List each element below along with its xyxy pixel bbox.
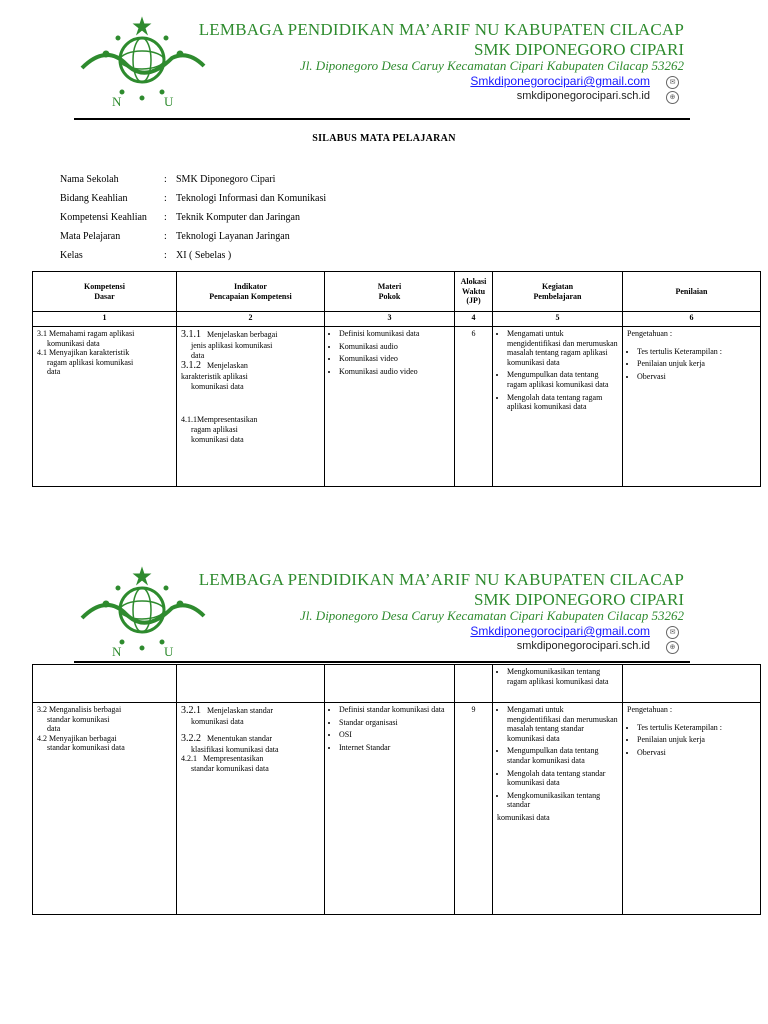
email-link[interactable]: Smkdiponegorocipari@gmail.com <box>470 74 650 88</box>
nu-letter-u: U <box>164 94 174 109</box>
materi-cell: • Definisi standar komunikasi data • Standar organisasi • OSI • Internet Standar <box>325 703 455 915</box>
header-indikator: Indikator Pencapaian Kompetensi <box>177 272 325 312</box>
website-link[interactable]: smkdiponegorocipari.sch.id <box>516 90 650 102</box>
kd-cell: 3.2 Menganalisis berbagai standar komunikasi data 4.2 Menyajikan berbagai standar komunikasi data <box>33 703 177 915</box>
website-link[interactable]: smkdiponegorocipari.sch.id <box>516 640 650 652</box>
table-number-row: 1 2 3 4 5 6 <box>33 312 761 327</box>
syllabus-table <box>32 271 761 487</box>
globe-icon: ⊕ <box>666 91 679 104</box>
info-value: Teknologi Informasi dan Komunikasi <box>176 193 327 204</box>
materi-cell: • Definisi komunikasi data • Komunikasi audio • Komunikasi video • Komunikasi audio video <box>325 327 455 487</box>
school-name: SMK DIPONEGORO CIPARI <box>473 40 684 59</box>
info-value: Teknik Komputer dan Jaringan <box>176 212 300 223</box>
header-divider <box>74 661 690 663</box>
school-address: Jl. Diponegoro Desa Caruy Kecamatan Cipari Kabupaten Cilacap 53262 <box>299 608 684 623</box>
nu-logo-icon <box>76 14 208 112</box>
info-value: XI ( Sebelas ) <box>176 250 232 261</box>
info-label: Kompetensi Keahlian <box>60 212 147 223</box>
info-label: Nama Sekolah <box>60 174 119 185</box>
table-row <box>33 665 761 703</box>
header-waktu: Alokasi Waktu (JP) <box>455 272 493 312</box>
kegiatan-cell: • Mengamati untuk mengidentifikasi dan merumuskan masalah tentang standar komunikasi data • Mengumpulkan data tentang standar komunikasi data • Mengolah data tentang standar komunikasi data • Mengkomunikasikan tentang standar komunikasi data <box>493 703 623 915</box>
nu-logo-icon <box>76 564 208 662</box>
email-icon: ✉ <box>666 76 679 89</box>
header-materi: Materi Pokok <box>325 272 455 312</box>
table-row <box>33 327 761 487</box>
nu-letter-u: U <box>164 644 174 659</box>
school-name: SMK DIPONEGORO CIPARI <box>473 590 684 609</box>
identity-block: Nama Sekolah : SMK Diponegoro Cipari Bidang Keahlian : Teknologi Informasi dan Komunikasi Kompetensi Keahlian : Teknik Komputer dan Jaringan Mata Pelajaran : Teknologi Layanan Jaringan Kelas : XI ( Sebelas ) <box>60 174 326 269</box>
table-row <box>33 703 761 915</box>
nu-letter-n: N <box>112 94 122 109</box>
penilaian-cell: Pengetahuan : • Tes tertulis Keterampilan : • Penilaian unjuk kerja • Obervasi <box>623 327 761 487</box>
table-header-row <box>33 272 761 312</box>
header-penilaian: Penilaian <box>623 272 761 312</box>
indikator-cell: 3.2.1 Menjelaskan standar komunikasi data 3.2.2 Menentukan standar klasifikasi komunikasi data 4.2.1 Mempresentasikan standar komunikasi data <box>177 703 325 915</box>
header-kd: Kompetensi Dasar <box>33 272 177 312</box>
waktu-cell: 6 <box>455 327 493 487</box>
institution-name: LEMBAGA PENDIDIKAN MA’ARIF NU KABUPATEN CILACAP <box>198 20 684 39</box>
header-divider <box>74 118 690 120</box>
kd-cell: 3.1 Memahami ragam aplikasi komunikasi data 4.1 Menyajikan karakteristik ragam aplikasi komunikasi data <box>33 327 177 487</box>
waktu-cell: 9 <box>455 703 493 915</box>
email-icon: ✉ <box>666 626 679 639</box>
info-label: Kelas <box>60 250 83 261</box>
letterhead <box>0 0 768 130</box>
kegiatan-cell: • Mengamati untuk mengidentifikasi dan merumuskan masalah tentang ragam aplikasi komunikasi data • Mengumpulkan data tentang ragam aplikasi komunikasi data • Mengolah data tentang ragam aplikasi komunikasi data <box>493 327 623 487</box>
info-label: Mata Pelajaran <box>60 231 121 242</box>
syllabus-table-continued <box>32 664 761 915</box>
nu-letter-n: N <box>112 644 122 659</box>
globe-icon: ⊕ <box>666 641 679 654</box>
school-address: Jl. Diponegoro Desa Caruy Kecamatan Cipari Kabupaten Cilacap 53262 <box>299 58 684 73</box>
info-value: Teknologi Layanan Jaringan <box>176 231 290 242</box>
kegiatan-cell: • Mengkomunikasikan tentang ragam aplikasi komunikasi data <box>493 665 623 703</box>
info-label: Bidang Keahlian <box>60 193 128 204</box>
info-value: SMK Diponegoro Cipari <box>176 174 276 185</box>
institution-name: LEMBAGA PENDIDIKAN MA’ARIF NU KABUPATEN CILACAP <box>198 570 684 589</box>
penilaian-cell: Pengetahuan : • Tes tertulis Keterampilan : • Penilaian unjuk kerja • Obervasi <box>623 703 761 915</box>
indikator-cell: 3.1.1 Menjelaskan berbagai jenis aplikasi komunikasi data 3.1.2 Menjelaskan karakteristik aplikasi komunikasi data 4.1.1Mempresentasikan ragam aplikasi komunikasi data <box>177 327 325 487</box>
email-link[interactable]: Smkdiponegorocipari@gmail.com <box>470 624 650 638</box>
page-title: SILABUS MATA PELAJARAN <box>312 133 456 144</box>
header-kegiatan: Kegiatan Pembelajaran <box>493 272 623 312</box>
